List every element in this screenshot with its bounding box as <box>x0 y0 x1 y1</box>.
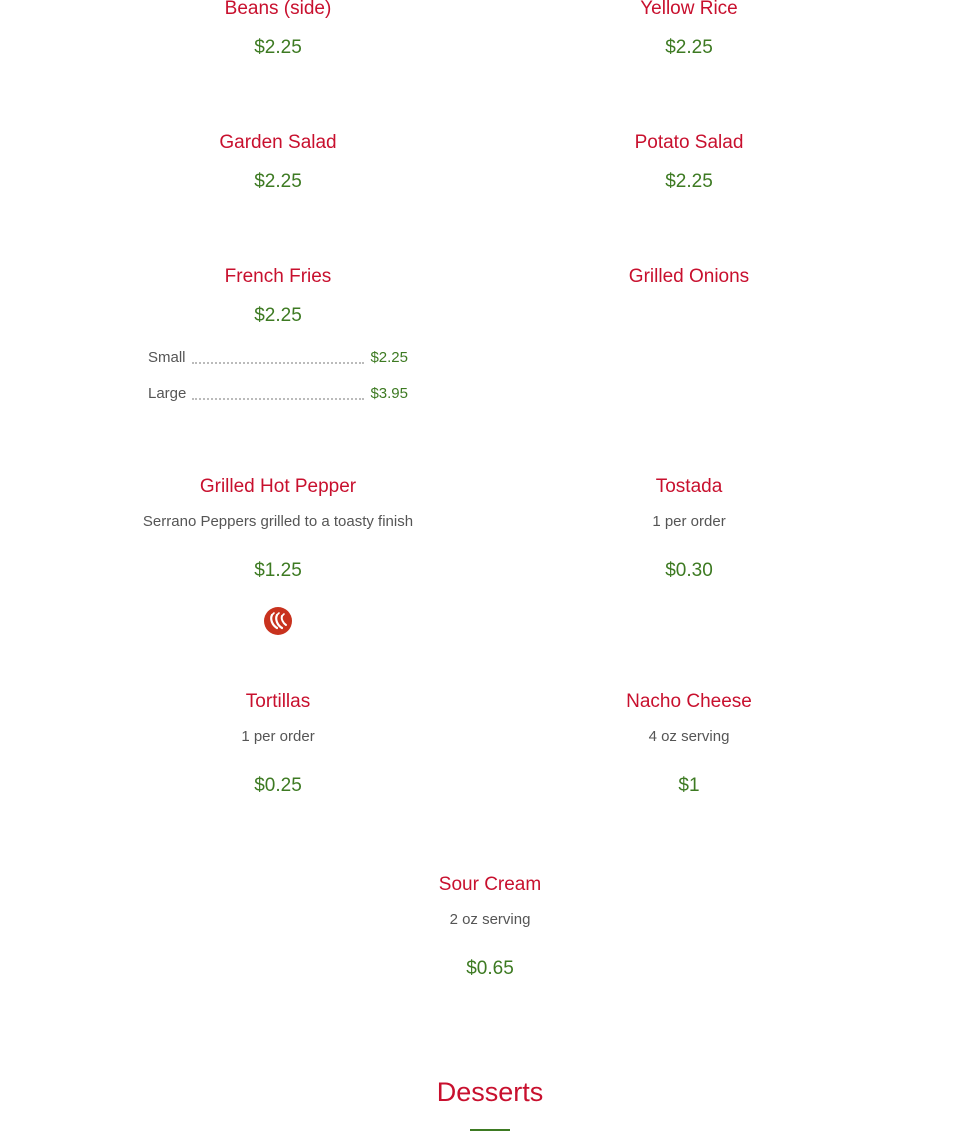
item-description: 2 oz serving <box>449 911 531 928</box>
item-description: 4 oz serving <box>648 728 730 745</box>
item-name: Grilled Hot Pepper <box>199 476 357 497</box>
menu-item-sour-cream <box>290 873 690 981</box>
size-option-large <box>148 384 408 404</box>
item-name: Yellow Rice <box>640 0 738 19</box>
item-name: French Fries <box>224 266 332 287</box>
item-name: Beans (side) <box>224 0 332 19</box>
item-price: $2.25 <box>254 171 302 192</box>
menu-item-grilled-onions <box>489 265 889 289</box>
section-divider <box>470 1129 510 1131</box>
item-price: $0.25 <box>254 775 302 796</box>
item-price: $2.25 <box>254 305 302 326</box>
spicy-pepper-icon <box>264 607 292 635</box>
leader-dots <box>192 398 364 400</box>
item-price: $2.25 <box>665 171 713 192</box>
menu-item-tortillas <box>78 690 478 798</box>
menu-item-potato-salad <box>489 131 889 194</box>
size-option-small <box>148 348 408 368</box>
option-price: $3.95 <box>370 385 408 402</box>
item-name: Potato Salad <box>634 132 744 153</box>
item-price: $0.30 <box>665 560 713 581</box>
item-price: $1 <box>678 775 700 796</box>
menu-item-yellow-rice <box>489 0 889 60</box>
item-name: Nacho Cheese <box>626 691 752 712</box>
menu-item-tostada <box>489 475 889 583</box>
item-name: Sour Cream <box>438 874 542 895</box>
option-price: $2.25 <box>370 349 408 366</box>
menu-item-french-fries <box>78 265 478 328</box>
item-price: $1.25 <box>254 560 302 581</box>
menu-item-nacho-cheese <box>489 690 889 798</box>
item-name: Garden Salad <box>219 132 337 153</box>
menu-item-grilled-hot-pepper <box>78 475 478 583</box>
item-price: $2.25 <box>254 37 302 58</box>
item-description: 1 per order <box>241 728 315 745</box>
item-name: Tortillas <box>245 691 311 712</box>
section-heading-desserts: Desserts <box>436 1077 544 1107</box>
item-description: 1 per order <box>652 513 726 530</box>
item-price: $2.25 <box>665 37 713 58</box>
option-label: Large <box>148 385 187 402</box>
item-name: Tostada <box>655 476 723 497</box>
item-price: $0.65 <box>466 958 514 979</box>
menu-item-beans <box>78 0 478 60</box>
item-description: Serrano Peppers grilled to a toasty finish <box>142 513 414 530</box>
item-name: Grilled Onions <box>628 266 750 287</box>
menu-item-garden-salad <box>78 131 478 194</box>
leader-dots <box>192 362 365 364</box>
option-label: Small <box>148 349 186 366</box>
